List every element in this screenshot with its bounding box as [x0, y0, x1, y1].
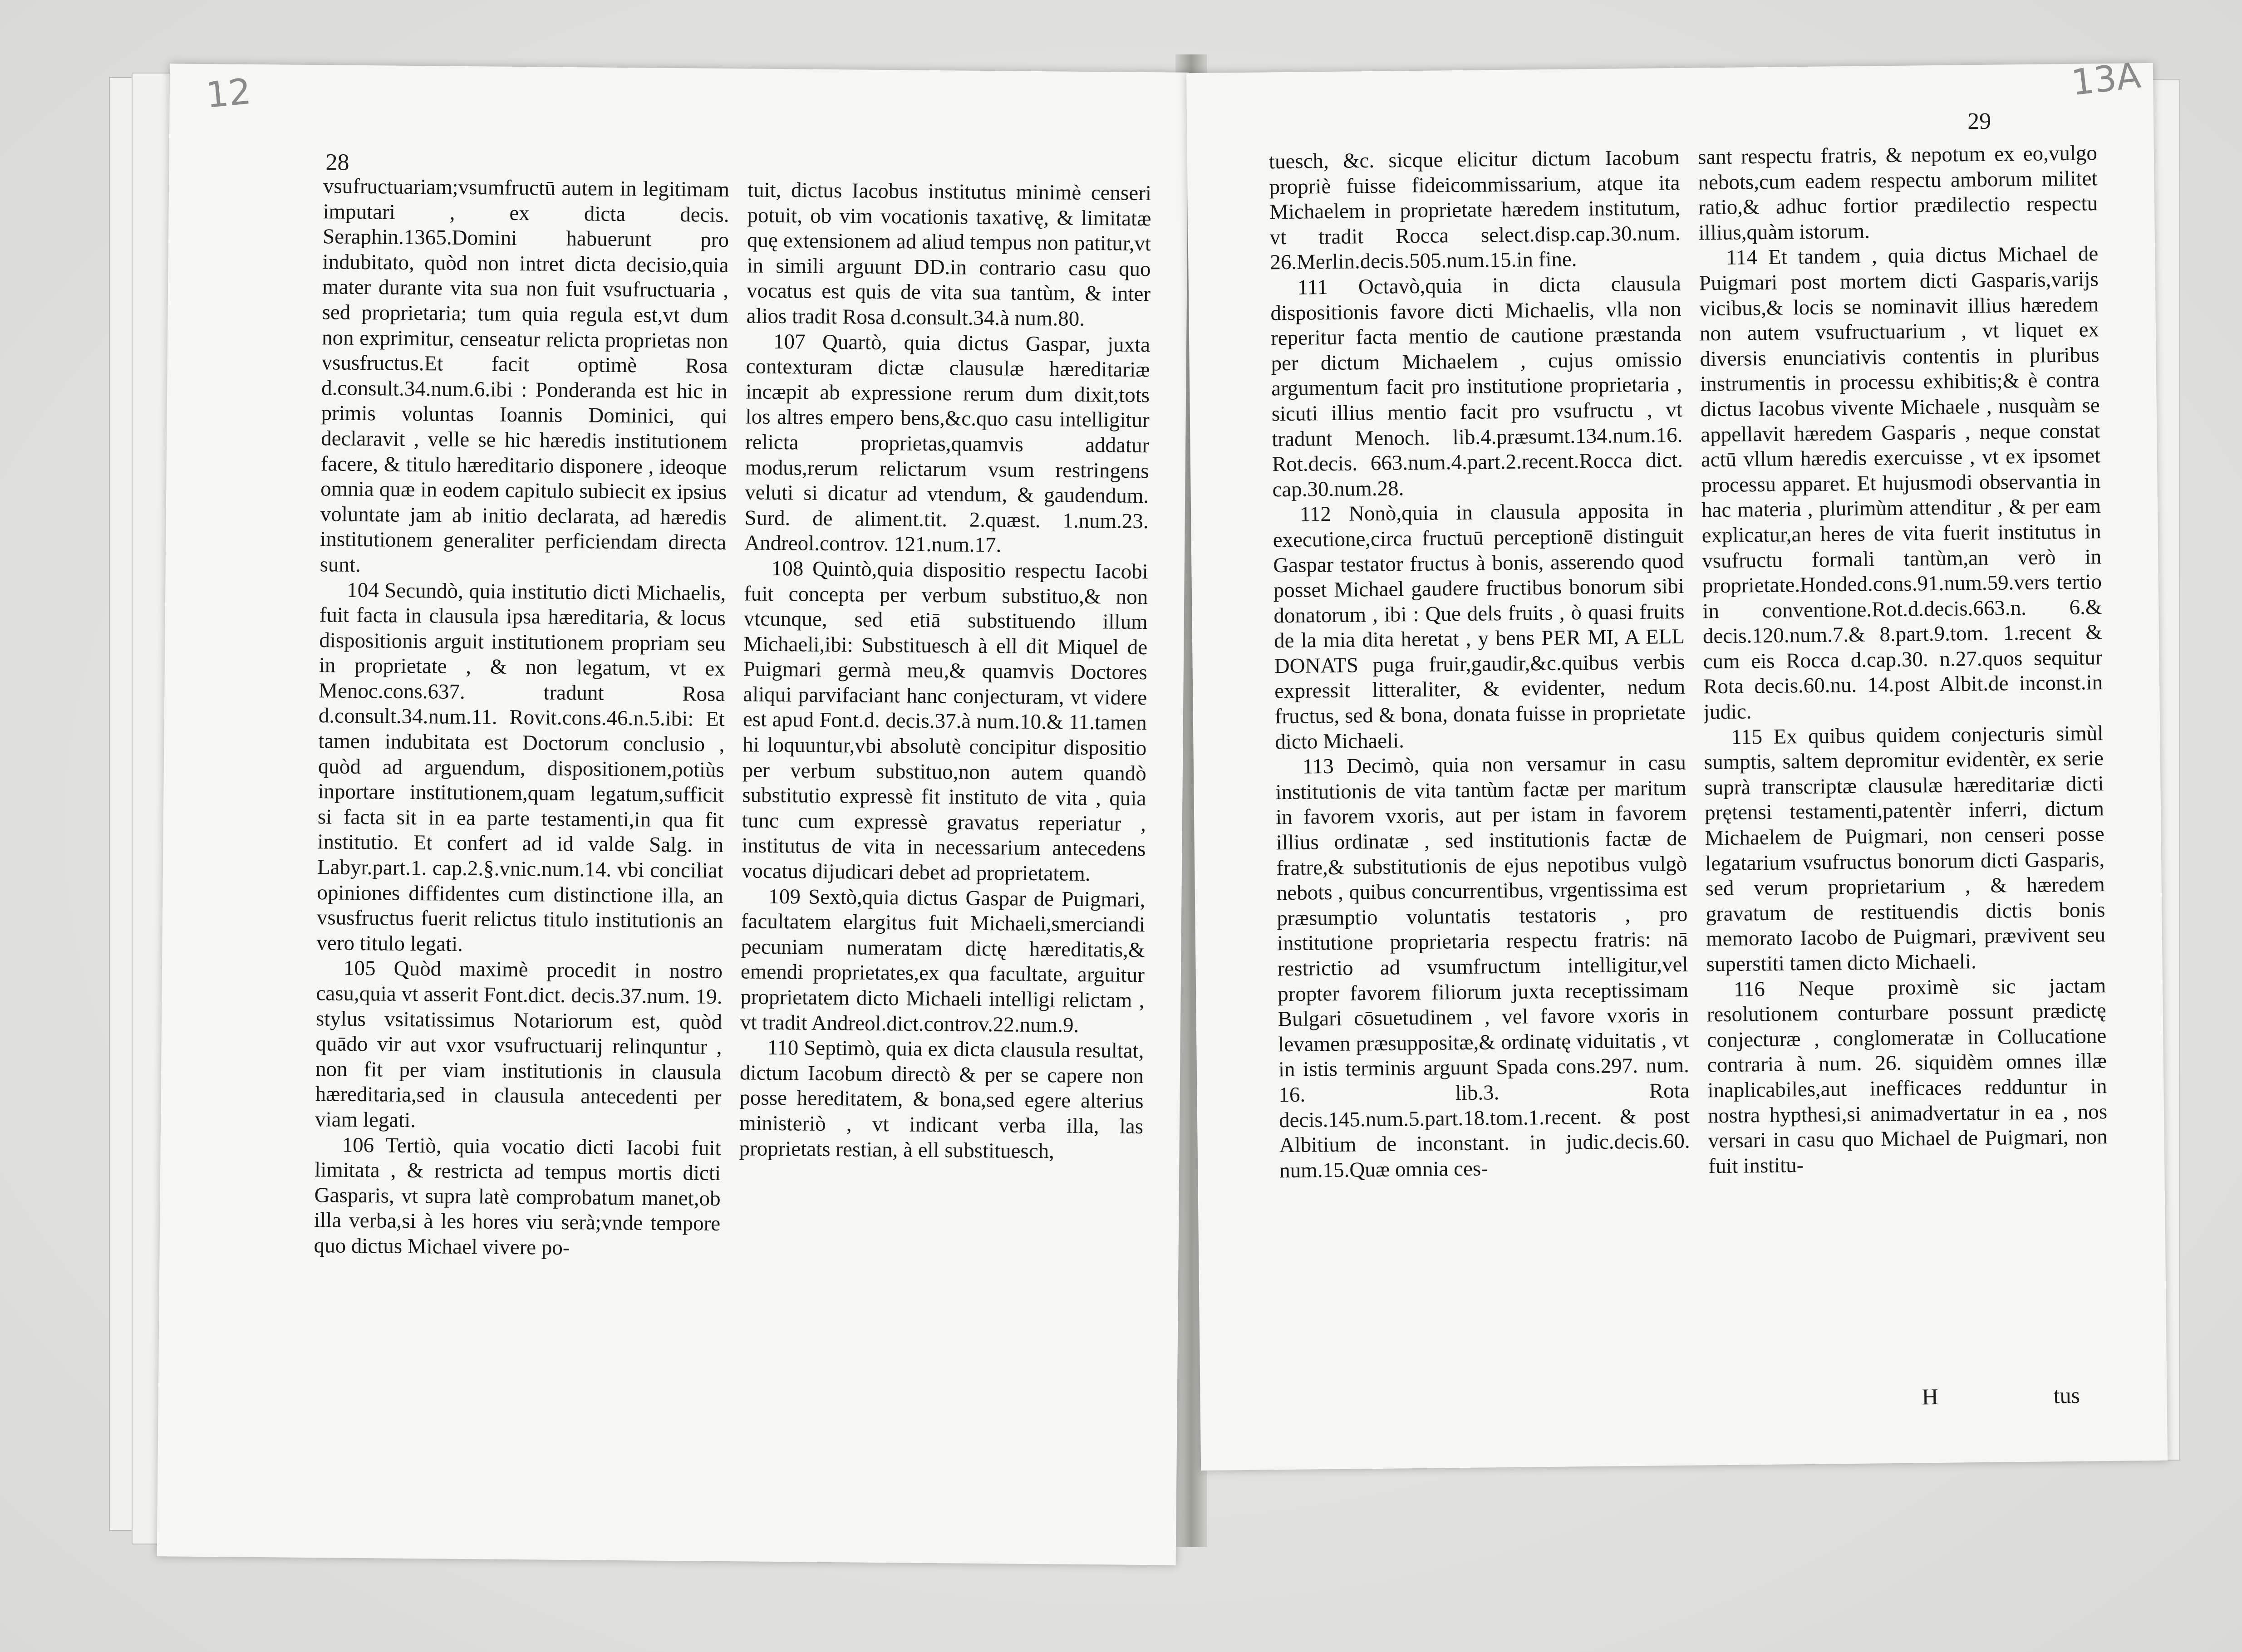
- paragraph: 115 Ex quibus quidem conjecturis simùl sumptis, saltem depromitur evidentèr, ex serie suprà transcriptæ clausulæ hæreditariæ dicti prętensi testamenti,patentèr inferri, dictum Michaelem de Puigmari, non censeri posse legatarium vsufructus bonorum dicti Gasparis, sed verum proprietarium , & hæredem gravatum de restituendis dictis bonis memorato Iacobo de Puigmari, prævivent seu superstiti tamen dicto Michaeli.: [1704, 721, 2106, 976]
- right-page: [1186, 55, 2168, 1471]
- paragraph: 114 Et tandem , quia dictus Michael de Puigmari post mortem dicti Gasparis,varijs vicibus,& locis se nominavit illius hæredem non autem vsufructuarium , vt liquet ex diversis enunciativis contentis in pluribus instrumentis in processu exhibitis;& è contra dictus Iacobus vivente Michaele , nusquàm se appellavit hæredem Gasparis , neque constat actū vllum hæredis exercuisse , vt ex ipsomet processu apparet. Et hujusmodi observantia in hac materia , plurimùm attenditur , & per eam explicatur,an heres de vita fuerit institutus in vsufructu formali tantùm,an verò in proprietate.Honded.cons.91.num.59.vers tertio in conventione.Rot.d.decis.663.n. 6.& decis.120.num.7.& 8.part.9.tom. 1.recent & cum eis Rocca d.cap.30. n.27.quos sequitur Rota decis.60.nu. 14.post Albit.de inconst.in judic.: [1699, 242, 2103, 724]
- pencil-annotation-left: 12: [204, 71, 253, 116]
- paragraph: 106 Tertiò, quia vocatio dicti Iacobi fuit limitata , & restricta ad tempus mortis dicti Gasparis, vt supra latè comprobatum manet,ob illa verba,si à les hores viu serà;vnde tempore quo dictus Michael vivere po-: [314, 1133, 721, 1260]
- paragraph: sant respectu fratris, & nepotum ex eo,vulgo nebots,cum eadem respectu amborum militet ratio,& adhuc fortior prædilectio respectu illius,quàm istorum.: [1697, 141, 2098, 245]
- paragraph: 107 Quartò, quia dictus Gaspar, juxta contexturam dictæ clausulæ hæreditariæ incæpit ab expressione rerum dum dixit,tots los altres empero bens,&c.quo casu intelligitur relicta proprietas,quamvis addatur modus,rerum relictarum vsum restringens veluti si dicatur ad vtendum, & gaudendum. Surd. de aliment.tit. 2.quæst. 1.num.23. Andreol.controv. 121.num.17.: [744, 329, 1150, 557]
- paragraph: 109 Sextò,quia dictus Gaspar de Puigmari, facultatem elargitus fuit Michaeli,smerciandi pecuniam numeratam dictę hæreditatis,& emendi proprietates,ex qua facultate, arguitur proprietatem dicto Michaeli intelligi relictam , vt tradit Andreol.dict.controv.22.num.9.: [740, 884, 1146, 1037]
- left-page-column-1: [313, 174, 729, 1371]
- right-page-column-2: [1698, 141, 2110, 1383]
- signature-mark: H: [1922, 1384, 1938, 1410]
- paragraph: vsufructuariam;vsumfructū autem in legitimam imputari , ex dicta decis. Seraphin.1365.Domini habuerunt pro indubitato, quòd non intret dicta decisio,quia mater durante vita sua non fuit vsufructuaria , sed proprietaria; tum quia regula est,vt dum non exprimitur, censeatur relicta proprietas non vsusfructus.Et facit optimè Rosa d.consult.34.num.6.ibi : Ponderanda est hic in primis voluntas Ioannis Dominici, qui declaravit , velle se hic hæredis institutionem facere, & titulo hæreditario disponere , ideoque omnia quæ in eodem capitulo subiecit ex ipsius voluntate jam ab initio declarata, ad hæredis institutionem generaliter perficiendam directa sunt.: [320, 174, 730, 577]
- paragraph: 111 Octavò,quia in dicta clausula dispositionis favore dicti Michaelis, vlla non reperitur facta mentio de cautione præstanda per dictum Michaelem , cujus omissio argumentum facit pro institutione proprietaria , sicuti illius mentio facit pro vsufructu , vt tradunt Menoch. lib.4.præsumt.134.num.16. Rot.decis. 663.num.4.part.2.recent.Rocca dict. cap.30.num.28.: [1270, 271, 1683, 502]
- page-number-left: 28: [325, 149, 349, 176]
- catchword: tus: [2053, 1382, 2080, 1408]
- paragraph: tuesch, &c. sicque elicitur dictum Iacobum propriè fuisse fideicommissarium, atque ita Michaelem in proprietate hæredem institutum, vt tradit Rocca select.disp.cap.30.num. 26.Merlin.decis.505.num.15.in fine.: [1268, 145, 1681, 275]
- paragraph: 110 Septimò, quia ex dicta clausula resultat, dictum Iacobum directò & per se capere non posse hereditatem, & bona,sed egere alterius ministeriò , vt indicant verba illa, las proprietats restian, à ell substituesch,: [739, 1036, 1144, 1163]
- paragraph: tuit, dictus Iacobus institutus minimè censeri potuit, ob vim vocationis taxativę, & limitatæ quę extensionem ad aliud tempus non patitur,vt in simili arguunt DD.in contrario casu quo vocatus est quis de vita sua tantùm, & inter alios tradit Rosa d.consult.34.à num.80.: [746, 178, 1152, 331]
- paragraph: 113 Decimò, quia non versamur in casu institutionis de vita tantùm factæ per maritum in favorem vxoris, aut per istam in favorem illius ordinatæ , sed institutionis factæ de fratre,& substitutionis de ejus nepotibus vulgò nebots , quibus concurrentibus, vrgentissima est præsumptio voluntatis testatoris , pro institutione proprietaria respectu fratris: nā restrictio ad vsumfructum intelligitur,vel propter favorem filiorum juxta receptissimam Bulgari cōsuetudinem , vel favore vxoris in levamen præsuppositæ,& ordinatę viduitatis , vt in istis terminis arguunt Spada cons.297. num. 16. lib.3. Rota decis.145.num.5.part.18.tom.1.recent. & post Albitium de inconstant. in judic.decis.60. num.15.Quæ omnia ces-: [1275, 751, 1690, 1182]
- paragraph: 112 Nonò,quia in clausula apposita in executione,circa fructuū perceptionē distinguit Gaspar testator fructus à bonis, asserendo quod posset Michael gaudere fructibus bonorum sibi donatorum , ibi : Que dels fruits , ò quasi fruits de la mia dita heretat , y bens PER MI, A ELL DONATS puga fruir,gaudir,&c.quibus verbis expressit litteraliter, & evidenter, nedum fructus, sed & bona, donata fuisse in proprietate dicto Michaeli.: [1273, 499, 1686, 754]
- right-page-column-1: [1269, 145, 1693, 1411]
- paragraph: 104 Secundò, quia institutio dicti Michaelis, fuit facta in clausula ipsa hæreditaria, & locus dispositionis arguit institutionem propriam seu in proprietate , & non legatum, vt ex Menoc.cons.637. tradunt Rosa d.consult.34.num.11. Rovit.cons.46.n.5.ibi: Et tamen indubitata est Doctorum conclusio , quòd ad arguendum, dispositionem,potiùs inportare institutionem,quam legatum,sufficit si facta sit in ea parte testamenti,in qua fit institutio. Et confert ad id valde Salg. in Labyr.part.1. cap.2.§.vnic.num.14. vbi conciliat opiniones diffidentes cum distinctione illa, an vsusfructus fuerit relictus titulo institutionis an vero titulo legati.: [316, 578, 726, 956]
- paragraph: 108 Quintò,quia dispositio respectu Iacobi fuit concepta per verbum substituo,& non vtcunque, sed etiā substituendo illum Michaeli,ibi: Substituesch à ell dit Miquel de Puigmari germà meu,& quamvis Doctores aliqui parvifaciant hanc conjecturam, vt videre est apud Font.d. decis.37.à num.10.& 11.tamen hi loquuntur,vbi absolutè concipitur dispositio per verbum substituo,non autem quandò substitutio expressè fit instituto de vita , quia tunc cum expressè gravatus reperiatur , institutus de vita in necessarium antecedens vocatus dijudicari debet ad proprietatem.: [741, 556, 1148, 886]
- left-page-column-2: [737, 177, 1151, 1397]
- pencil-annotation-right: 13A: [2069, 55, 2143, 104]
- page-number-right: 29: [1967, 108, 1991, 135]
- left-page: [157, 64, 1189, 1565]
- paragraph: 116 Neque proximè sic jactam resolutionem conturbare possunt prædictę conjecturæ , conglomeratæ in Collucatione contraria à num. 26. siquidèm omnes illæ inaplicabiles,aut inefficaces redduntur in nostra hypthesi,si animadvertatur in ea , nos versari in casu quo Michael de Puigmari, non fuit institu-: [1706, 973, 2108, 1178]
- paragraph: 105 Quòd maximè procedit in nostro casu,quia vt asserit Font.dict. decis.37.num. 19. stylus vsitatissimus Notariorum est, quòd quādo vir aut vxor vsufructuarij relinquntur , non fit per viam institutionis in clausula hæreditaria,sed in clausula antecedenti per viam legati.: [315, 956, 723, 1132]
